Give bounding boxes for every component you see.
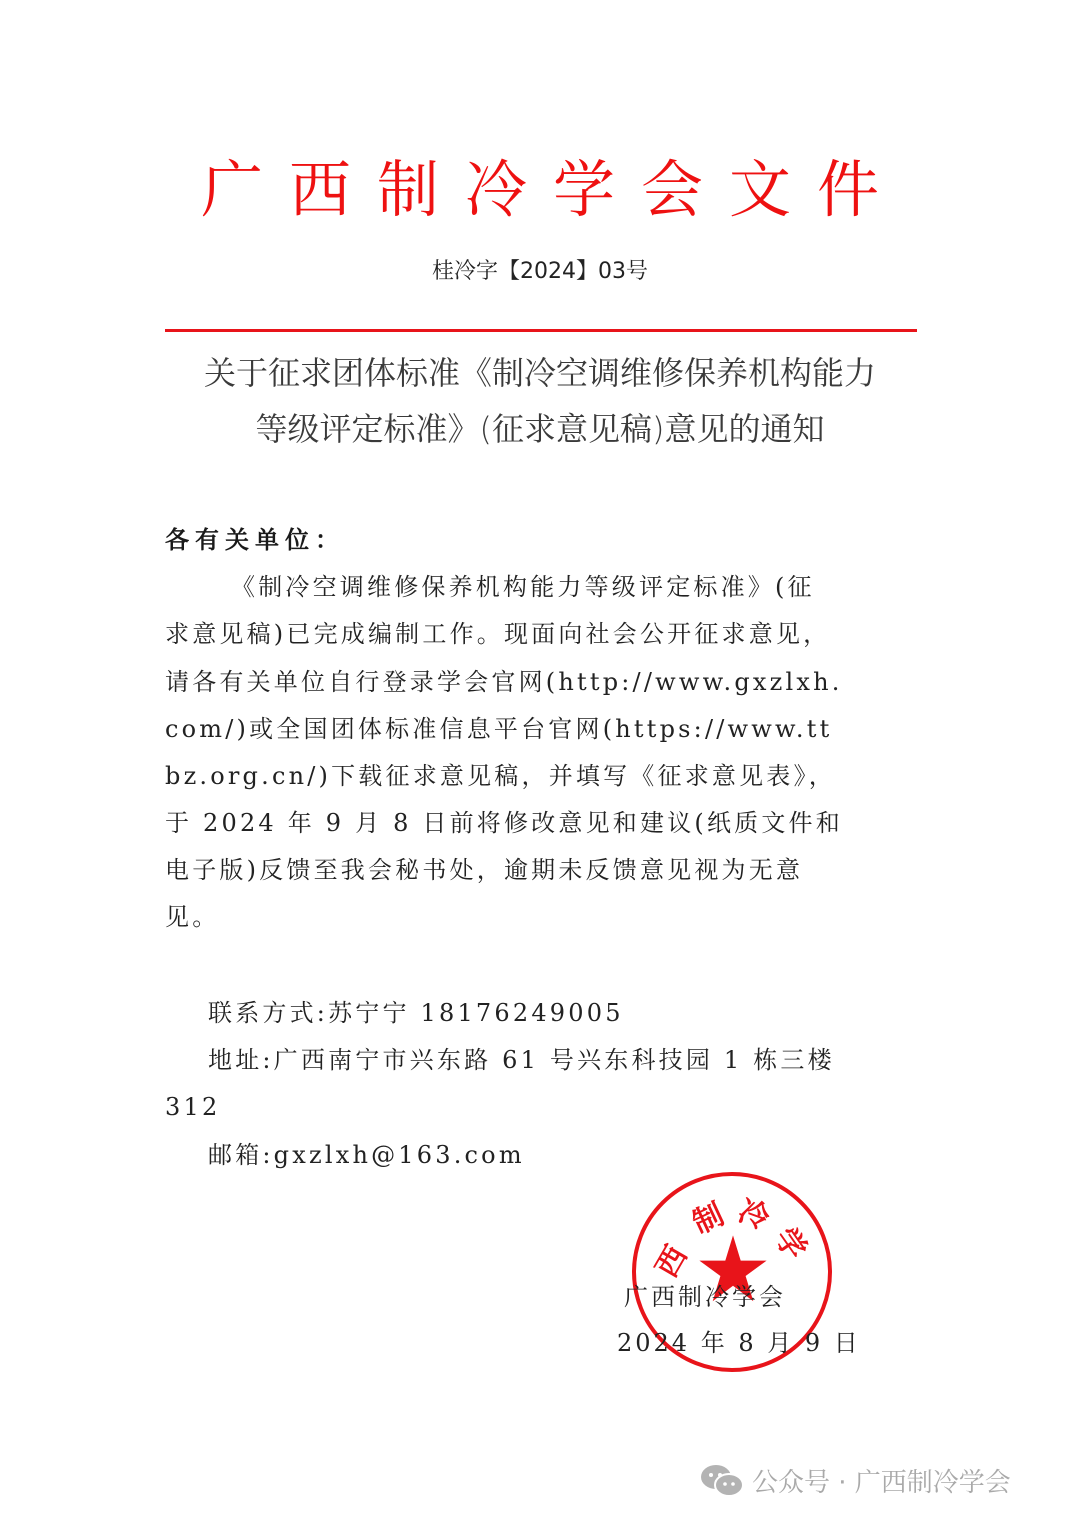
seal-char: 学 [767, 1221, 814, 1267]
red-divider [165, 329, 917, 332]
contact-phone: 联系方式:苏宁宁 18176249005 [208, 999, 624, 1027]
signature-org: 广西制冷学会 [624, 1283, 786, 1311]
org-document-title: 广西制冷学会文件 [200, 153, 905, 226]
subject-line-1: 关于征求团体标准《制冷空调维修保养机构能力 [203, 354, 876, 392]
seal-char: 制 [687, 1196, 730, 1242]
footer-label: 公众号 · 广西制冷学会 [752, 1468, 1011, 1498]
contact-email: 邮箱:gxzlxh@163.com [208, 1141, 525, 1169]
body-line: 见。 [165, 903, 220, 931]
body-line: 请各有关单位自行登录学会官网(http://www.gxzlxh. [165, 668, 843, 696]
salutation: 各有关单位： [165, 526, 345, 554]
body-line: 电子版)反馈至我会秘书处，逾期未反馈意见视为无意 [165, 856, 804, 884]
body-line: bz.org.cn/)下载征求意见稿，并填写《征求意见表》， [165, 762, 836, 790]
signature-date: 2024 年 8 月 9 日 [617, 1329, 861, 1357]
footer-attribution [700, 1462, 1011, 1499]
contact-address-cont: 312 [165, 1093, 221, 1121]
body-line: 《制冷空调维修保养机构能力等级评定标准》(征 [231, 573, 815, 601]
wechat-icon [700, 1464, 744, 1498]
body-line: com/)或全国团体标准信息平台官网(https://www.tt [165, 715, 833, 743]
body-line: 求意见稿)已完成编制工作。现面向社会公开征求意见， [165, 620, 831, 648]
document-number: 桂冷字【2024】03号 [432, 259, 648, 284]
seal-char: 冷 [733, 1193, 774, 1237]
body-line: 于 2024 年 9 月 8 日前将修改意见和建议(纸质文件和 [165, 809, 843, 837]
seal-char: 西 [649, 1240, 695, 1284]
contact-address: 地址:广西南宁市兴东路 61 号兴东科技园 1 栋三楼 [208, 1046, 835, 1074]
subject-line-2: 等级评定标准》(征求意见稿)意见的通知 [255, 410, 825, 448]
